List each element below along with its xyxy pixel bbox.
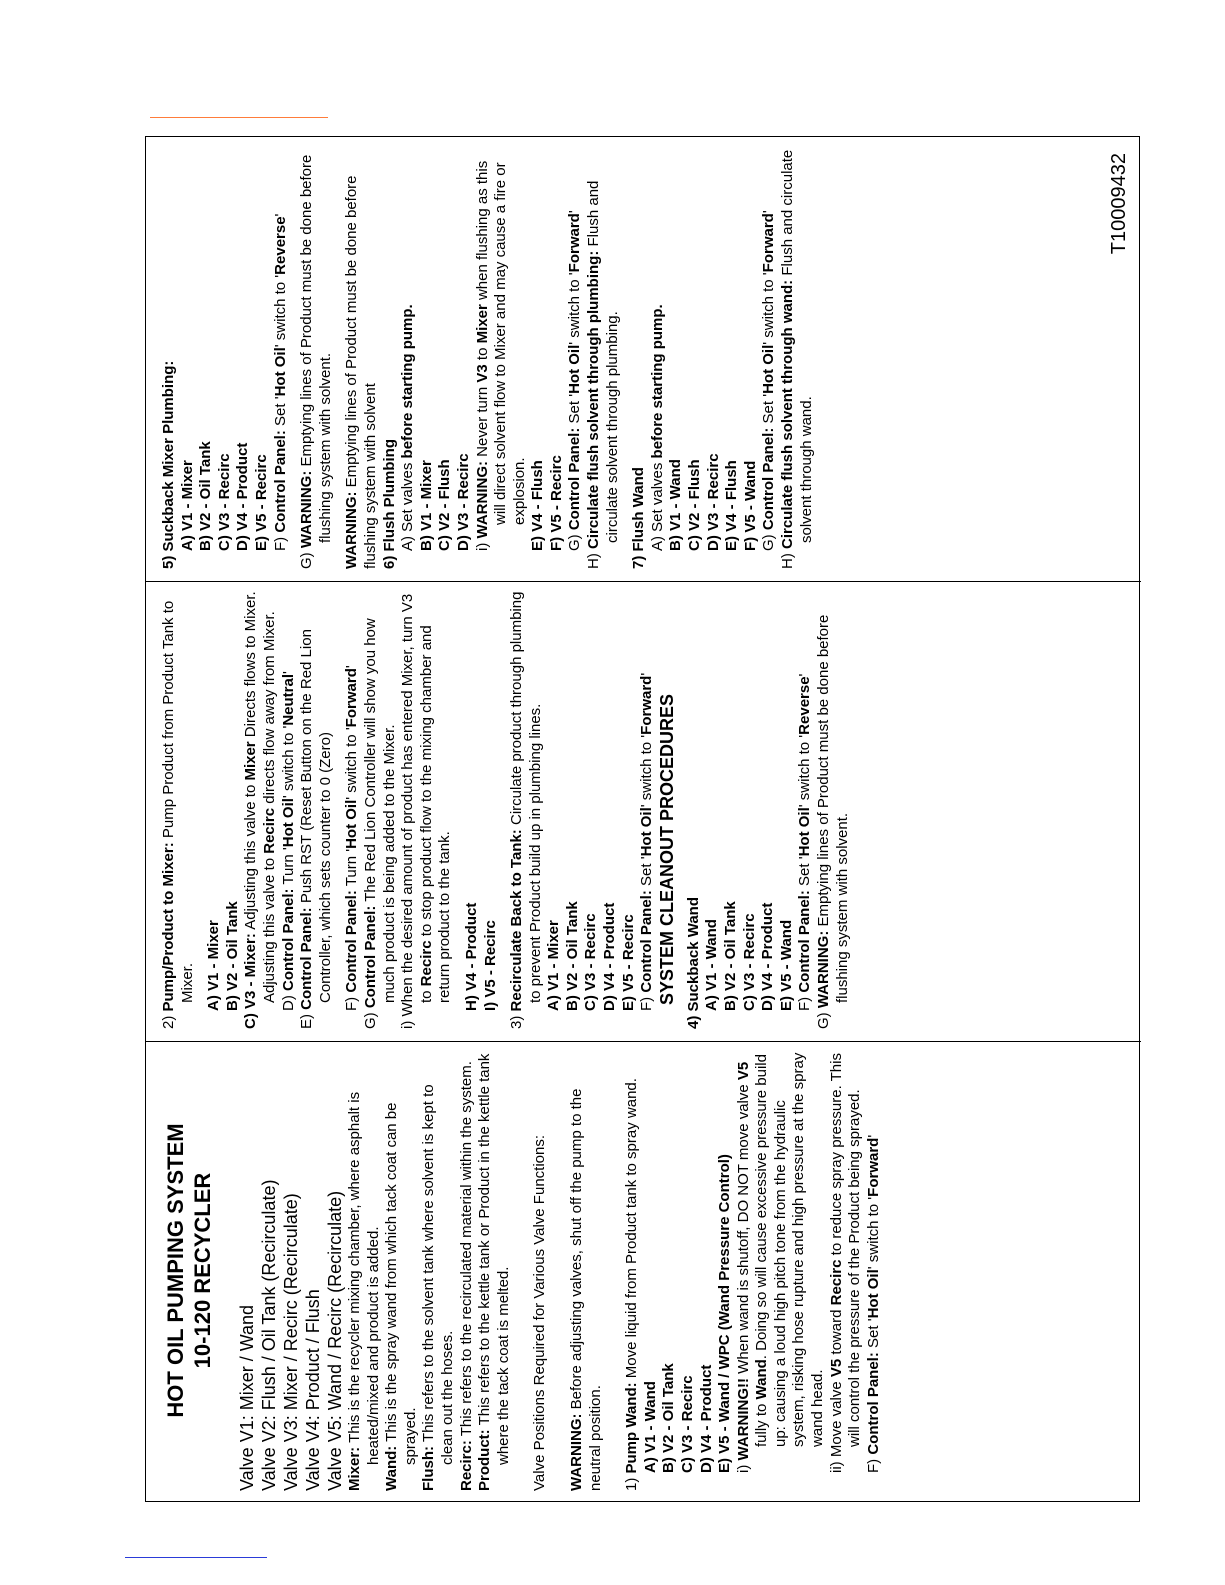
step-item: E) V4 - Flush	[723, 460, 741, 551]
step-item: B) V2 - Oil Tank	[197, 441, 215, 551]
step-item: A) V1 - Mixer	[545, 920, 563, 1011]
valve-list	[236, 1050, 346, 1491]
definition-recirc: Recirc: This refers to the recirculated material within the system.	[457, 1061, 475, 1491]
step-2-control-reset: E) Control Panel: Push RST (Reset Button on the Red Lion Controller, which sets counter to 0 (Zero)	[298, 629, 334, 1029]
step-item: D) V4 - Product	[697, 1364, 715, 1473]
step-2-control-forward: F) Control Panel: Turn 'Hot Oil' switch to 'Forward'	[343, 665, 361, 1011]
step-6-warning: i) WARNING: Never turn V3 to Mixer when flushing as this will direct solvent flow to Mixer and may cause a fire or explosion.	[473, 160, 528, 551]
step-item: D) V4 - Product	[234, 442, 252, 551]
instruction-table	[145, 136, 1140, 1502]
step-item: F) V5 - Recirc	[547, 455, 565, 551]
step-6-flush-plumbing: 6) Flush Plumbing	[380, 438, 398, 569]
step-item: D) V3 - Recirc	[704, 453, 722, 551]
definition-mixer: Mixer: This is the recycler mixing chamber, where asphalt is heated/mixed and product is added.	[346, 1091, 382, 1491]
cleanout-heading: SYSTEM CLEANOUT PROCEDURES	[656, 693, 677, 1005]
step-6-set-valves: A) Set valves before starting pump.	[399, 304, 417, 551]
step-item: B) V1 - Mixer	[417, 460, 435, 551]
step-4-warning: G) WARNING: Emptying lines of Product must be done before flushing system with solvent.	[815, 614, 851, 1029]
column-1	[146, 1041, 1141, 1503]
column-2	[146, 581, 1141, 1041]
rotated-content	[146, 137, 1141, 1503]
step-item: F) V5 - Wand	[741, 460, 759, 551]
valve-item: Valve V1: Mixer / Wand	[237, 1304, 257, 1491]
step-6-control-panel: G) Control Panel: Set 'Hot Oil' switch to 'Forward'	[566, 210, 584, 551]
step-item: B) V2 - Oil Tank	[223, 901, 241, 1011]
step-1-pump-wand: 1) Pump Wand: Move liquid from Product tank to spray wand.	[623, 1078, 641, 1491]
step-2-control-controller: G) Control Panel: The Red Lion Controller will show you how much product is being added to the Mixer.	[361, 618, 398, 1029]
column-3	[146, 137, 1141, 581]
step-4-suckback-wand: 4) Suckback Wand	[684, 897, 702, 1029]
definition-flush: Flush: This refers to the solvent tank where solvent is kept to clean out the hoses.	[420, 1084, 456, 1491]
step-item: I) V5 - Recirc	[481, 920, 499, 1011]
title-line-2: 10-120 RECYCLER	[190, 1172, 215, 1369]
step-item: D) V3 - Recirc	[454, 453, 472, 551]
step-1-note: ii) Move valve V5 toward Recirc to reduce spray pressure. This will control the pressure of the Product being sprayed.	[827, 1053, 864, 1473]
step-item: B) V1 - Wand	[667, 459, 685, 551]
step-item: A) V1 - Mixer	[178, 460, 196, 551]
definition-product: Product: This refers to the kettle tank or Product in the kettle tank where the tack coat is melted.	[476, 1053, 512, 1491]
step-item: B) V2 - Oil Tank	[722, 901, 740, 1011]
valve-positions-heading: Valve Positions Required for Various Valve Functions:	[531, 1134, 549, 1491]
step-7-control-panel: G) Control Panel: Set 'Hot Oil' switch to 'Forward'	[760, 210, 778, 551]
step-1-control-panel: F) Control Panel: Set 'Hot Oil' switch to 'Forward'	[864, 1134, 882, 1473]
warning-neutral: WARNING: Before adjusting valves, shut off the pump to the neutral position.	[567, 1088, 604, 1491]
step-7-set-valves: A) Set valves before starting pump.	[648, 304, 666, 551]
step-item: A) V1 - Wand	[703, 919, 721, 1011]
step-item: C) V3 - Recirc	[582, 913, 600, 1011]
valve-item: Valve V4: Product / Flush	[303, 1289, 323, 1491]
step-item: D) V4 - Product	[601, 902, 619, 1011]
step-7-circulate: H) Circulate flush solvent through wand: Flush and circulate solvent through wand.	[779, 149, 815, 569]
step-2-product-to-mixer: 2) Pump/Product to Mixer: Pump Product from Product Tank to Mixer.	[160, 600, 196, 1029]
definition-wand: Wand: This is the spray wand from which tack coat can be sprayed.	[383, 1102, 419, 1491]
valve-item: Valve V2: Flush / Oil Tank (Recirculate)	[259, 1179, 279, 1491]
step-item: E) V5 - Wand / WPC (Wand Pressure Control)	[716, 1154, 734, 1473]
step-6-circulate: H) Circulate flush solvent through plumbing: Flush and circulate solvent through plumbing.	[585, 180, 621, 569]
step-item: C) V3 - Recirc	[215, 453, 233, 551]
step-2-note: i) When the desired amount of product has entered Mixer, turn V3 to Recirc to stop product flow to the mixing chamber and return product to the tank.	[399, 593, 454, 1029]
step-item: C) V3 - Recirc	[678, 1375, 696, 1473]
step-item: A) V1 - Mixer	[205, 920, 223, 1011]
step-item: C) V2 - Flush	[436, 459, 454, 551]
step-4-control-panel: F) Control Panel: Set 'Hot Oil' switch to 'Reverse'	[796, 673, 814, 1011]
step-1-warning: i) WARNING!! When wand is shutoff, DO NOT move valve V5 fully to Wand. Doing so will cause excessive pressure build up: causing a loud high pitch tone from the hydraulic system, risking hose rupture and high pressure at the spray wand head.	[734, 1052, 827, 1473]
step-item: B) V2 - Oil Tank	[563, 901, 581, 1011]
step-5-suckback-mixer: 5) Suckback Mixer Plumbing:	[160, 360, 177, 569]
step-3-recirculate: 3) Recirculate Back to Tank: Circulate product through plumbing to prevent Product build up in plumbing lines.	[508, 591, 544, 1029]
document-id: T10009432	[1108, 153, 1131, 255]
step-item: A) V1 - Wand	[641, 1381, 659, 1473]
step-item: B) V2 - Oil Tank	[660, 1363, 678, 1473]
valve-item: Valve V3: Mixer / Recirc (Recirculate)	[281, 1193, 301, 1491]
step-2-control-neutral: D) Control Panel: Turn 'Hot Oil' switch to 'Neutral'	[279, 671, 297, 1011]
step-3-control-panel: F) Control Panel: Set 'Hot Oil' switch to 'Forward'	[638, 672, 656, 1011]
warning-flush: WARNING: Emptying lines of Product must be done before flushing system with solvent	[343, 175, 379, 569]
step-item: E) V5 - Recirc	[619, 914, 637, 1011]
step-5-control-panel: F) Control Panel: Set 'Hot Oil' switch to 'Reverse'	[271, 213, 289, 551]
step-item: H) V4 - Product	[462, 902, 480, 1011]
step-item: C) V3 - Recirc	[740, 913, 758, 1011]
valve-item: Valve V5: Wand / Recirc (Recirculate)	[325, 1190, 345, 1491]
step-item: C) V2 - Flush	[686, 459, 704, 551]
step-item: E) V5 - Recirc	[252, 454, 270, 551]
bottom-rule-line	[125, 1557, 267, 1558]
top-rule-line	[150, 117, 328, 118]
document-title	[162, 1050, 216, 1491]
step-item: D) V4 - Product	[759, 902, 777, 1011]
step-item: E) V5 - Wand	[777, 919, 795, 1011]
title-line-1: HOT OIL PUMPING SYSTEM	[163, 1123, 188, 1418]
step-5-warning: G) WARNING: Emptying lines of Product must be done before flushing system with solvent.	[298, 154, 334, 569]
step-item: E) V4 - Flush	[529, 460, 547, 551]
step-7-flush-wand: 7) Flush Wand	[630, 467, 648, 569]
step-2-v3-mixer: C) V3 - Mixer: Adjusting this valve to Mixer Directs flows to Mixer. Adjusting this valve to Recirc directs flow away from Mixer.	[242, 591, 278, 1029]
